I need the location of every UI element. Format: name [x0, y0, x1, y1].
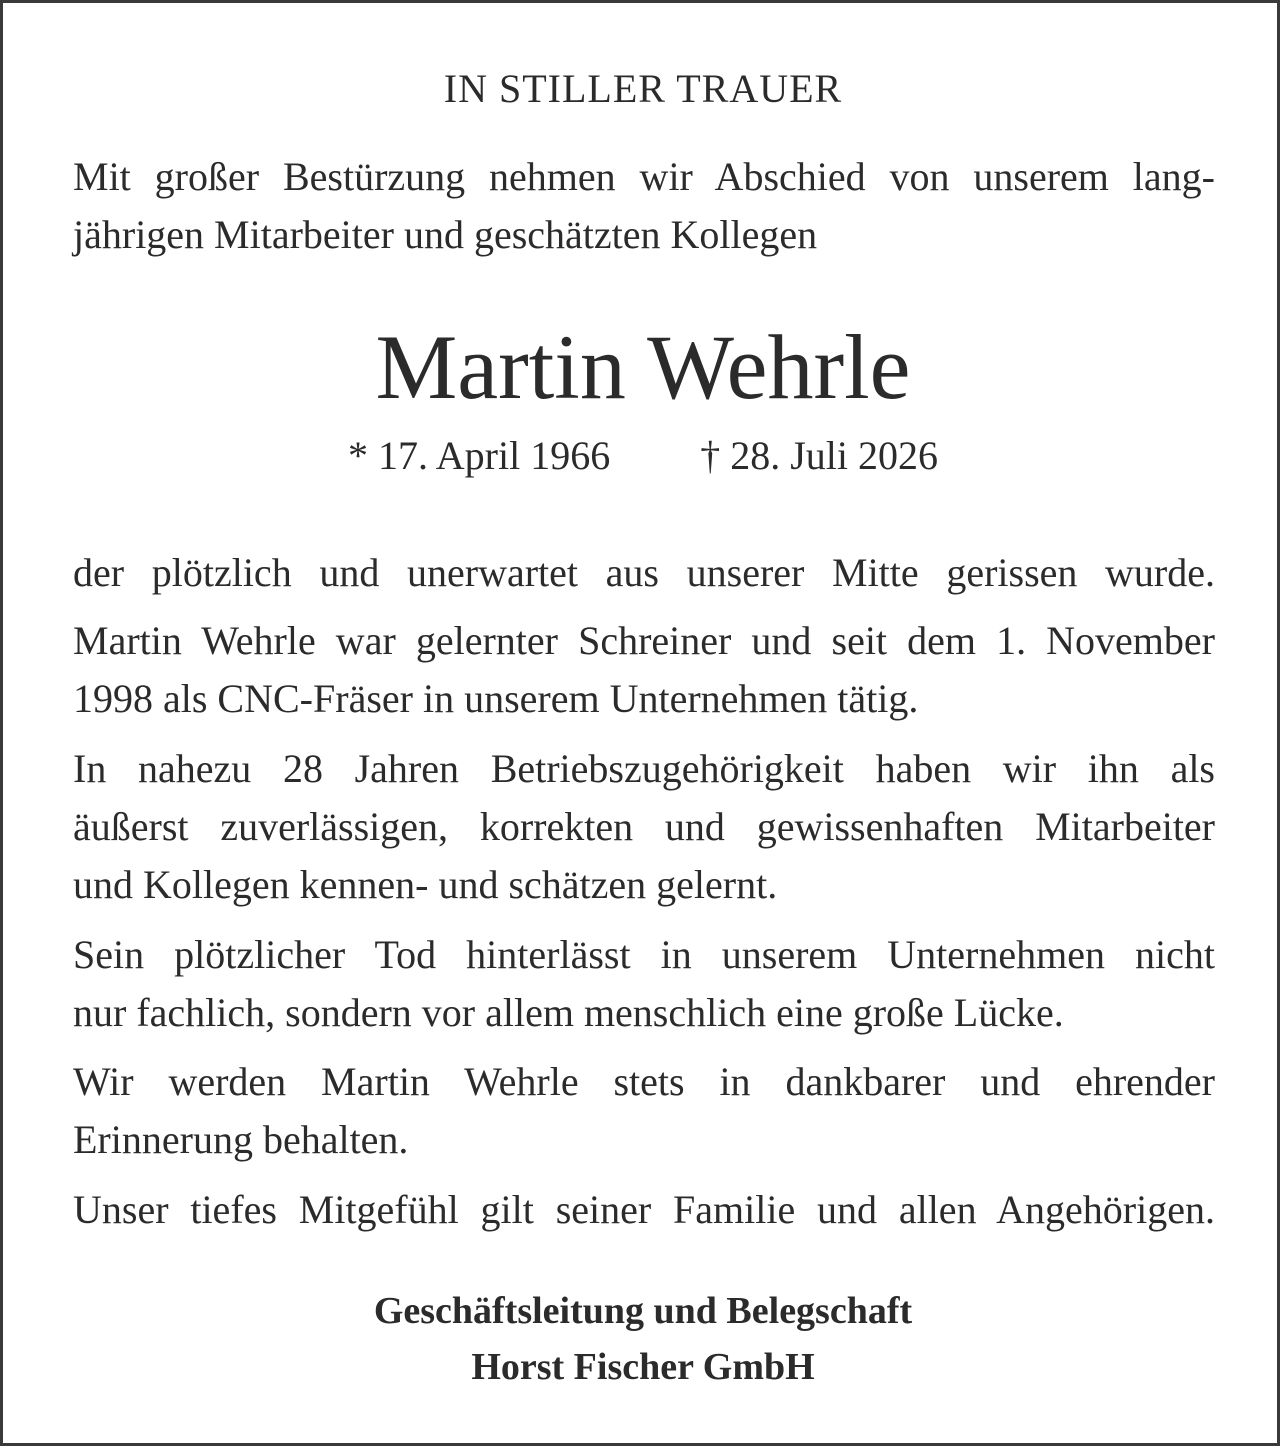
paragraph-line: 1998 als CNC-Fräser in unserem Unternehmen tätig.	[73, 676, 919, 721]
intro-text	[73, 148, 1215, 264]
birth-date: * 17. April 1966	[347, 433, 611, 478]
paragraph-line: Erinnerung behalten.	[73, 1117, 409, 1162]
deceased-name: Martin Wehrle	[375, 316, 911, 418]
notice-heading: IN STILLER TRAUER	[443, 66, 843, 111]
paragraph-line: nur fachlich, sondern vor allem menschlich eine große Lücke.	[73, 990, 1064, 1035]
paragraph-career	[73, 612, 1215, 728]
signature-line: Geschäftsleitung und Belegschaft	[373, 1290, 913, 1332]
paragraph-condolence	[73, 1181, 1215, 1239]
intro-line: jährigen Mitarbeiter und geschätzten Kollegen	[73, 212, 818, 257]
paragraph-line: In nahezu 28 Jahren Betriebszugehörigkeit haben wir ihn als	[73, 746, 1215, 791]
paragraph-line: und Kollegen kennen- und schätzen gelernt.	[73, 862, 778, 907]
paragraph-line: Sein plötzlicher Tod hinterlässt in unserem Unternehmen nicht	[73, 932, 1215, 977]
intro-line: Mit großer Bestürzung nehmen wir Abschied von unserem lang-	[73, 154, 1215, 199]
paragraph-sudden-death	[73, 544, 1215, 602]
paragraph-line: der plötzlich und unerwartet aus unserer Mitte gerissen wurde.	[73, 550, 1215, 595]
paragraph-appreciation	[73, 740, 1215, 914]
paragraph-loss	[73, 926, 1215, 1042]
paragraph-line: Wir werden Martin Wehrle stets in dankbarer und ehrender	[73, 1059, 1215, 1104]
paragraph-line: Unser tiefes Mitgefühl gilt seiner Familie und allen Angehörigen.	[73, 1187, 1215, 1232]
company-name: Horst Fischer GmbH	[471, 1346, 815, 1388]
paragraph-remembrance	[73, 1053, 1215, 1169]
death-date: † 28. Juli 2026	[700, 433, 939, 478]
paragraph-line: Martin Wehrle war gelernter Schreiner und seit dem 1. November	[73, 618, 1215, 663]
signature-block	[3, 1283, 1280, 1395]
paragraph-line: äußerst zuverlässigen, korrekten und gewissenhaften Mitarbeiter	[73, 804, 1215, 849]
life-dates	[3, 431, 1280, 481]
